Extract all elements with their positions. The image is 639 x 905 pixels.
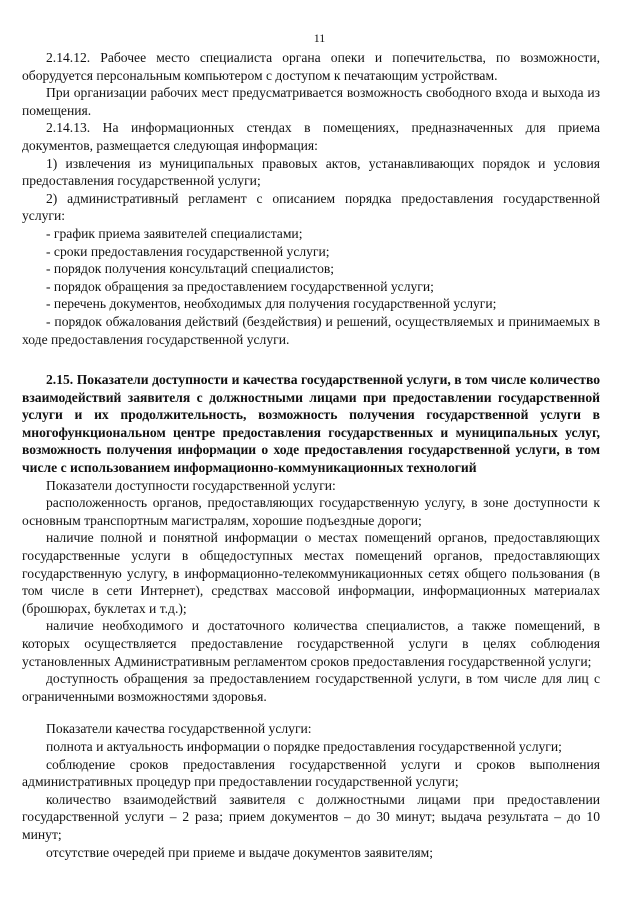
- dash-item: - сроки предоставления государственной услуги;: [46, 243, 330, 259]
- quality-item: соблюдение сроков предоставления государственной услуги и сроков выполнения административных процедур при предоставлении государственной услуги;: [22, 756, 600, 790]
- availability-item: доступность обращения за предоставлением государственной услуги, в том числе для лиц с ограниченными возможностями здоровья.: [22, 671, 600, 704]
- dash-item: - перечень документов, необходимых для получения государственной услуги;: [46, 296, 497, 312]
- document-body: [22, 49, 600, 861]
- availability-intro: Показатели доступности государственной услуги:: [46, 477, 336, 493]
- dash-item: - порядок обжалования действий (бездействия) и решений, осуществляемых и принимаемых в ходе предоставления государственной услуги.: [22, 313, 600, 347]
- quality-item: количество взаимодействий заявителя с должностными лицами при предоставлении государственной услуги – 2 раза; прием документов – до 30 минут; выдача результата – до 10 минут;: [22, 791, 600, 842]
- dash-item: - порядок обращения за предоставлением государственной услуги;: [46, 278, 434, 294]
- dash-item: - порядок получения консультаций специалистов;: [46, 261, 335, 277]
- quality-intro: Показатели качества государственной услуги:: [46, 721, 312, 737]
- paragraph-2-14-13: 2.14.13. На информационных стендах в помещениях, предназначенных для приема документов, размещается следующая информация:: [22, 120, 600, 153]
- page-number: 11: [313, 31, 326, 45]
- list-item-1: 1) извлечения из муниципальных правовых актов, устанавливающих порядок и условия предоставления государственной услуги;: [22, 155, 600, 189]
- section-heading-2-15: 2.15. Показатели доступности и качества государственной услуги, в том числе количество взаимодействий заявителя с должностными лицами при предоставлении государственной услуги и их продолжительность, возможность получения государственной услуги в многофункциональном центре предоставления государственных и муниципальных услуг, возможность получения информации о ходе предоставления государственной услуги, в том числе с использованием информационно-коммуникационных технологий: [22, 372, 600, 476]
- quality-item: полнота и актуальность информации о порядке предоставления государственной услуги;: [46, 738, 562, 754]
- list-item-2: 2) административный регламент с описанием порядка предоставления государственной услуги:: [22, 190, 600, 224]
- availability-item: наличие полной и понятной информации о местах помещений органов, предоставляющих государственные услуги в общедоступных местах помещений органов, предоставляющих государственную услугу, в информационно-телекоммуникационных сетях общего пользования (в том числе в сети Интернет), средствах массовой информации, информационных материалах (брошюрах, буклетах и т.д.);: [22, 530, 600, 616]
- paragraph-2-14-12: 2.14.12. Рабочее место специалиста органа опеки и попечительства, по возможности, оборудуется персональным компьютером с доступом к печатающим устройствам.: [22, 50, 600, 83]
- dash-item: - график приема заявителей специалистами;: [46, 225, 303, 241]
- availability-item: расположенность органов, предоставляющих государственную услугу, в зоне доступности к основным транспортным магистралям, хорошие подъездные дороги;: [22, 495, 600, 528]
- availability-item: наличие необходимого и достаточного количества специалистов, а также помещений, в которых осуществляется предоставление государственной услуги в целях соблюдения установленных Административным регламентом сроков предоставления государственной услуги;: [22, 618, 600, 669]
- paragraph-workplace: При организации рабочих мест предусматривается возможность свободного входа и выхода из помещения.: [22, 85, 600, 118]
- spacer: [22, 705, 600, 720]
- quality-item: отсутствие очередей при приеме и выдаче документов заявителям;: [46, 844, 433, 860]
- spacer: [22, 348, 600, 371]
